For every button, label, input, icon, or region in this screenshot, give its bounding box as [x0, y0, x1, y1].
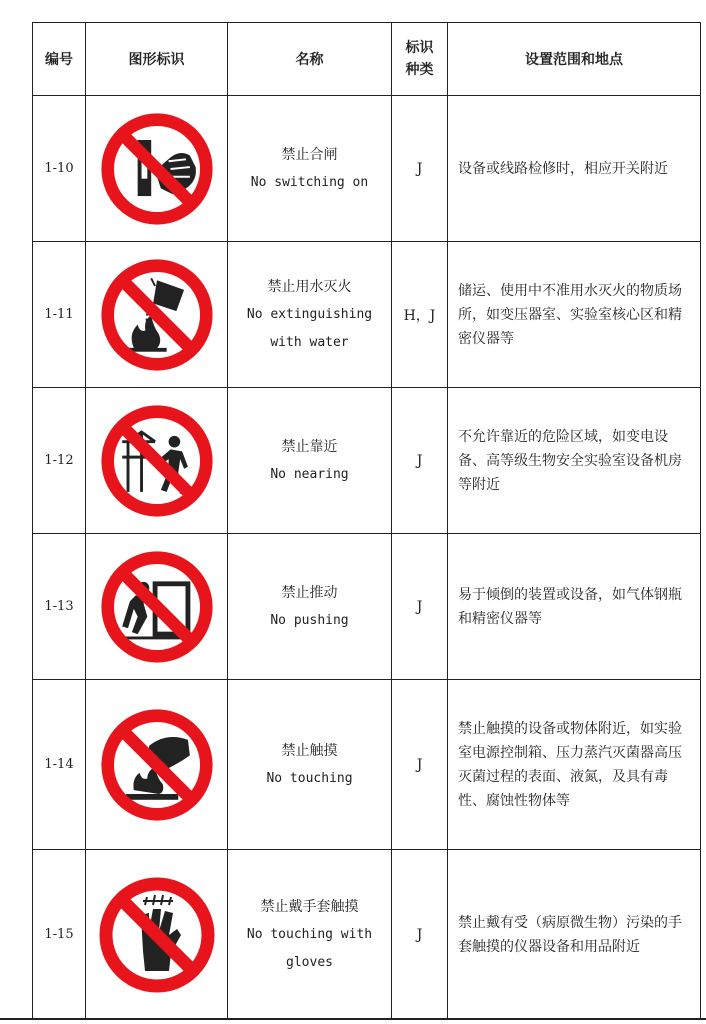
row-scope: 设备或线路检修时，相应开关附近 [448, 96, 701, 242]
table-row [33, 242, 701, 388]
table-row [33, 96, 701, 242]
row-name-cell [228, 850, 392, 1020]
row-icon-cell [86, 96, 228, 242]
row-scope: 禁止戴有受（病原微生物）污染的手套触摸的仪器设备和用品附近 [448, 850, 701, 1020]
header-name: 名称 [228, 23, 392, 96]
row-code: 1-15 [33, 850, 86, 1020]
no-touching-icon [99, 707, 215, 823]
row-scope: 禁止触摸的设备或物体附近，如实验室电源控制箱、压力蒸汽灭菌器高压灭菌过程的表面、液氮，及具有毒性、腐蚀性物体等 [448, 680, 701, 850]
row-kind: J [392, 850, 448, 1020]
row-name-en-line2: gloves [286, 954, 333, 970]
no-water-extinguishing-icon [99, 257, 215, 373]
row-name-en: No pushing [270, 612, 349, 628]
row-name-en: No extinguishing [246, 306, 373, 322]
row-code: 1-10 [33, 96, 86, 242]
row-scope: 储运、使用中不准用水灭火的物质场所，如变压器室、实验室核心区和精密仪器等 [448, 242, 701, 388]
row-code: 1-11 [33, 242, 86, 388]
row-scope: 不允许靠近的危险区域，如变电设备、高等级生物安全实验室设备机房等附近 [448, 388, 701, 534]
row-name-cn: 禁止靠近 [281, 438, 338, 455]
row-name-en: No nearing [270, 466, 349, 482]
safety-sign-table [32, 22, 701, 1020]
row-name-cell [228, 534, 392, 680]
row-kind: J [392, 96, 448, 242]
row-name-cn: 禁止用水灭火 [267, 278, 352, 295]
row-code: 1-14 [33, 680, 86, 850]
row-code: 1-13 [33, 534, 86, 680]
no-pushing-icon [99, 549, 215, 665]
row-name-en-line2: with water [270, 334, 349, 350]
no-touching-with-gloves-icon [97, 875, 217, 995]
row-name-cell [228, 680, 392, 850]
header-kind-line1: 标识 [405, 40, 434, 56]
header-code: 编号 [33, 23, 86, 96]
header-icon: 图形标识 [86, 23, 228, 96]
header-scope: 设置范围和地点 [448, 23, 701, 96]
row-name-cn: 禁止戴手套触摸 [260, 898, 359, 915]
table-row [33, 534, 701, 680]
table-row [33, 850, 701, 1020]
row-name-en: No switching on [250, 174, 369, 190]
row-icon-cell [86, 242, 228, 388]
row-name-en: No touching [266, 770, 353, 786]
table-row [33, 388, 701, 534]
no-nearing-icon [99, 403, 215, 519]
row-icon-cell [86, 680, 228, 850]
table-row [33, 680, 701, 850]
row-code: 1-12 [33, 388, 86, 534]
page-bottom-rule [0, 1018, 706, 1020]
header-kind [392, 23, 448, 96]
row-kind: H，J [392, 242, 448, 388]
table-header-row [33, 23, 701, 96]
row-kind: J [392, 388, 448, 534]
row-name-en: No touching with [246, 926, 373, 942]
no-switching-on-icon [99, 111, 215, 227]
row-name-cell [228, 242, 392, 388]
row-scope: 易于倾倒的装置或设备，如气体钢瓶和精密仪器等 [448, 534, 701, 680]
row-name-cell [228, 96, 392, 242]
row-icon-cell [86, 850, 228, 1020]
row-name-cn: 禁止触摸 [281, 742, 338, 759]
row-name-cn: 禁止推动 [281, 584, 338, 601]
row-name-cn: 禁止合闸 [281, 146, 338, 163]
header-kind-line2: 种类 [405, 62, 434, 78]
row-icon-cell [86, 534, 228, 680]
row-icon-cell [86, 388, 228, 534]
row-name-cell [228, 388, 392, 534]
row-kind: J [392, 534, 448, 680]
row-kind: J [392, 680, 448, 850]
